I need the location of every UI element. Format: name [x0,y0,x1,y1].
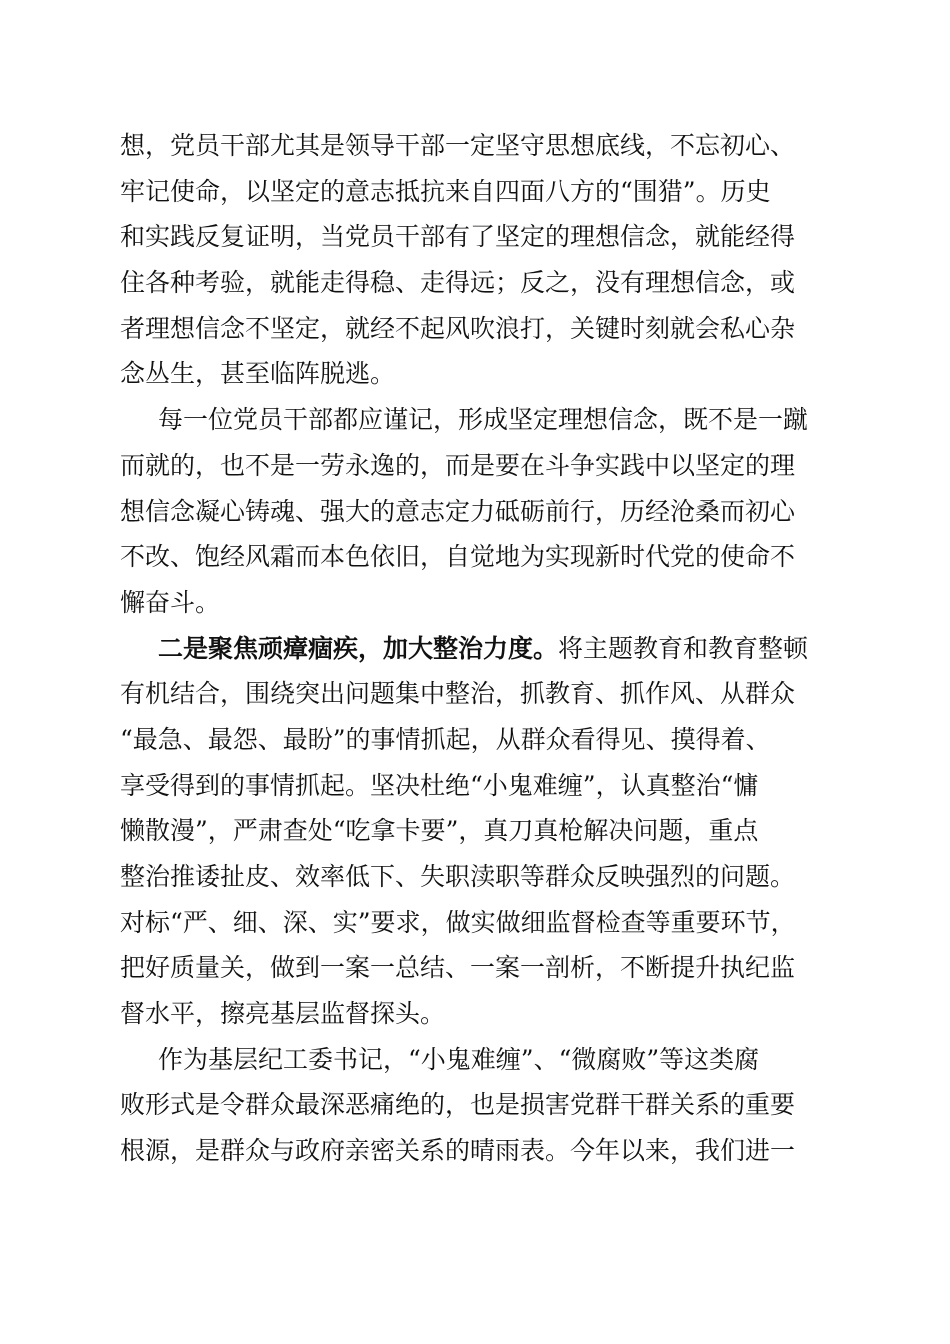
text-line: 念丛生，甚至临阵脱逃。 [120,359,396,389]
text-line: 败形式是令群众最深恶痛绝的，也是损害党群干群关系的重要 [120,1090,796,1120]
text-line: 想信念凝心铸魂、强大的意志定力砥砺前行，历经沧桑而初心 [120,496,796,526]
document-body [120,123,830,1174]
text-line: 懈奋斗。 [120,587,221,617]
text-line: 懒散漫”，严肃查处“吃拿卡要”，真刀真枪解决问题，重点 [120,816,759,846]
text-line: 想，党员干部尤其是领导干部一定坚守思想底线，不忘初心、 [120,131,796,160]
paragraph-start-line: 每一位党员干部都应谨记，形成坚定理想信念，既不是一蹴 [158,405,809,435]
section-heading: 二是聚焦顽瘴痼疾，加大整治力度。 [158,633,559,663]
text-line: 有机结合，围绕突出问题集中整治，抓教育、抓作风、从群众 [120,679,796,709]
section-heading-line [120,626,830,672]
paragraph-start-line: 作为基层纪工委书记，“小鬼难缠”、“微腐败”等这类腐 [158,1044,760,1074]
text-line: 牢记使命，以坚定的意志抵抗来自四面八方的“围猎”。历史 [120,176,771,206]
text-line: 者理想信念不坚定，就经不起风吹浪打，关键时刻就会私心杂 [120,313,796,343]
text-line: 住各种考验，就能走得稳、走得远；反之，没有理想信念，或 [120,268,796,298]
text-line: 整治推诿扯皮、效率低下、失职渎职等群众反映强烈的问题。 [120,862,796,891]
text-line: 根源，是群众与政府亲密关系的晴雨表。今年以来，我们进一 [120,1136,796,1166]
text-line: 而就的，也不是一劳永逸的，而是要在斗争实践中以坚定的理 [120,450,796,480]
text-line: 不改、饱经风霜而本色依旧，自觉地为实现新时代党的使命不 [120,542,796,572]
text-line: 和实践反复证明，当党员干部有了坚定的理想信念，就能经得 [120,222,796,252]
text-line: “最急、最怨、最盼”的事情抓起，从群众看得见、摸得着、 [120,724,771,754]
text-line: 督水平，擦亮基层监督探头。 [120,999,446,1029]
text-line: 对标“严、细、深、实”要求，做实做细监督检查等重要环节， [120,907,796,937]
text-line: 把好质量关，做到一案一总结、一案一剖析，不断提升执纪监 [120,953,796,983]
text-line: 享受得到的事情抓起。坚决杜绝“小鬼难缠”，认真整治“慵 [120,770,759,800]
section-heading-rest: 将主题教育和教育整顿 [558,633,809,663]
